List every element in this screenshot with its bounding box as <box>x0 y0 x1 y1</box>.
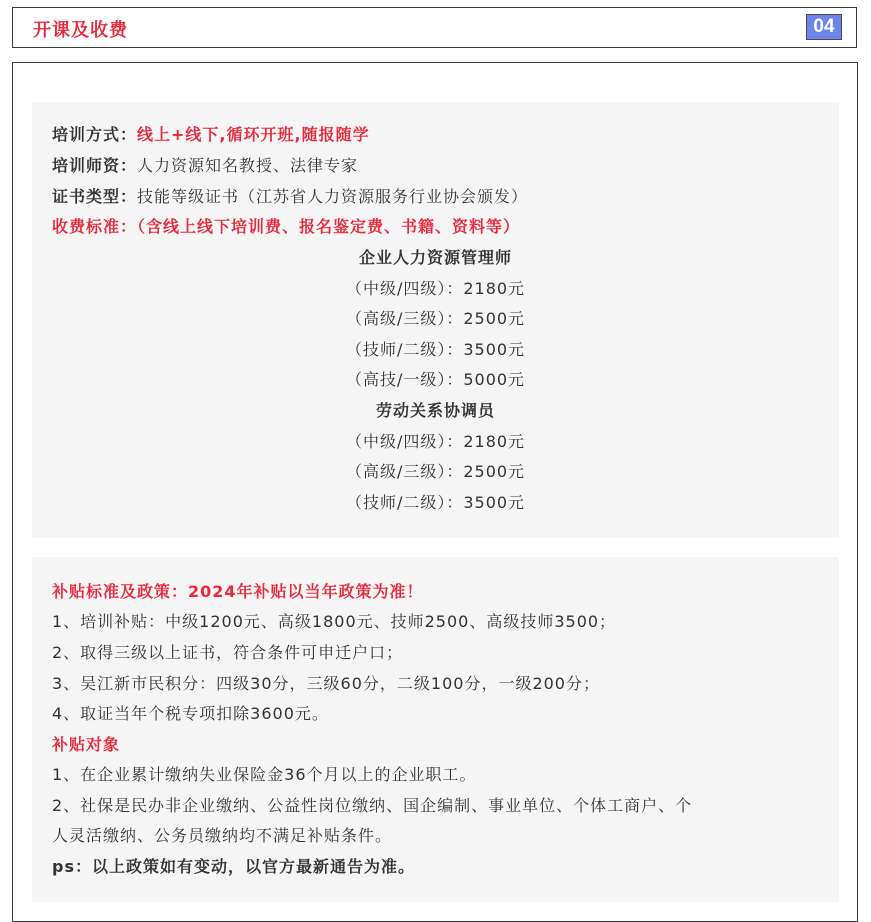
subsidy-target-heading: 补贴对象 <box>52 735 121 754</box>
section-title: 开课及收费 <box>33 20 128 41</box>
subsidy-item: 2、取得三级以上证书，符合条件可申迁户口； <box>52 643 404 662</box>
section-header <box>12 7 857 48</box>
content-container <box>12 62 858 922</box>
fee-item: （高级/三级）：2500元 <box>345 309 526 328</box>
fee-item: （高技/一级）：5000元 <box>345 370 526 389</box>
certificate-type-label: 证书类型： <box>52 187 138 206</box>
training-teachers-row <box>52 155 358 177</box>
fee-item: （技师/二级）：3500元 <box>345 493 526 512</box>
subsidy-target-item: 2、社保是民办非企业缴纳、公益性岗位缴纳、国企编制、事业单位、个体工商户、个 <box>52 796 693 815</box>
training-fee-panel <box>32 102 839 538</box>
fee-item: （高级/三级）：2500元 <box>345 462 526 481</box>
fee-standard-row <box>52 216 520 238</box>
fee-standard-note: （含线上线下培训费、报名鉴定费、书籍、资料等） <box>137 217 521 236</box>
subsidy-item: 1、培训补贴：中级1200元、高级1800元、技师2500、高级技师3500； <box>52 612 617 631</box>
subsidy-target-item: 1、在企业累计缴纳失业保险金36个月以上的企业职工。 <box>52 765 477 784</box>
section-number-badge: 04 <box>806 14 842 40</box>
training-teachers-label: 培训师资： <box>52 156 138 175</box>
fee-item: （中级/四级）：2180元 <box>345 432 526 451</box>
training-method-row <box>52 124 370 146</box>
subsidy-item: 4、取证当年个税专项扣除3600元。 <box>52 704 329 723</box>
certificate-type-value: 技能等级证书（江苏省人力资源服务行业协会颁发） <box>137 187 529 206</box>
training-teachers-value: 人力资源知名教授、法律专家 <box>137 156 359 175</box>
training-method-label: 培训方式： <box>52 125 138 144</box>
subsidy-item: 3、吴江新市民积分：四级30分，三级60分，二级100分，一级200分； <box>52 674 600 693</box>
subsidy-target-item: 人灵活缴纳、公务员缴纳均不满足补贴条件。 <box>52 826 393 845</box>
training-method-value: 线上+线下,循环开班,随报随学 <box>137 125 370 144</box>
fee-group-title: 劳动关系协调员 <box>375 401 495 420</box>
policy-note: ps：以上政策如有变动，以官方最新通告为准。 <box>52 857 415 876</box>
certificate-type-row <box>52 186 528 208</box>
subsidy-heading: 补贴标准及政策：2024年补贴以当年政策为准！ <box>52 582 424 601</box>
fee-standard-label: 收费标准： <box>52 217 138 236</box>
subsidy-panel <box>32 557 839 902</box>
fee-item: （技师/二级）：3500元 <box>345 340 526 359</box>
fee-group-title: 企业人力资源管理师 <box>358 248 512 267</box>
fee-item: （中级/四级）：2180元 <box>345 279 526 298</box>
